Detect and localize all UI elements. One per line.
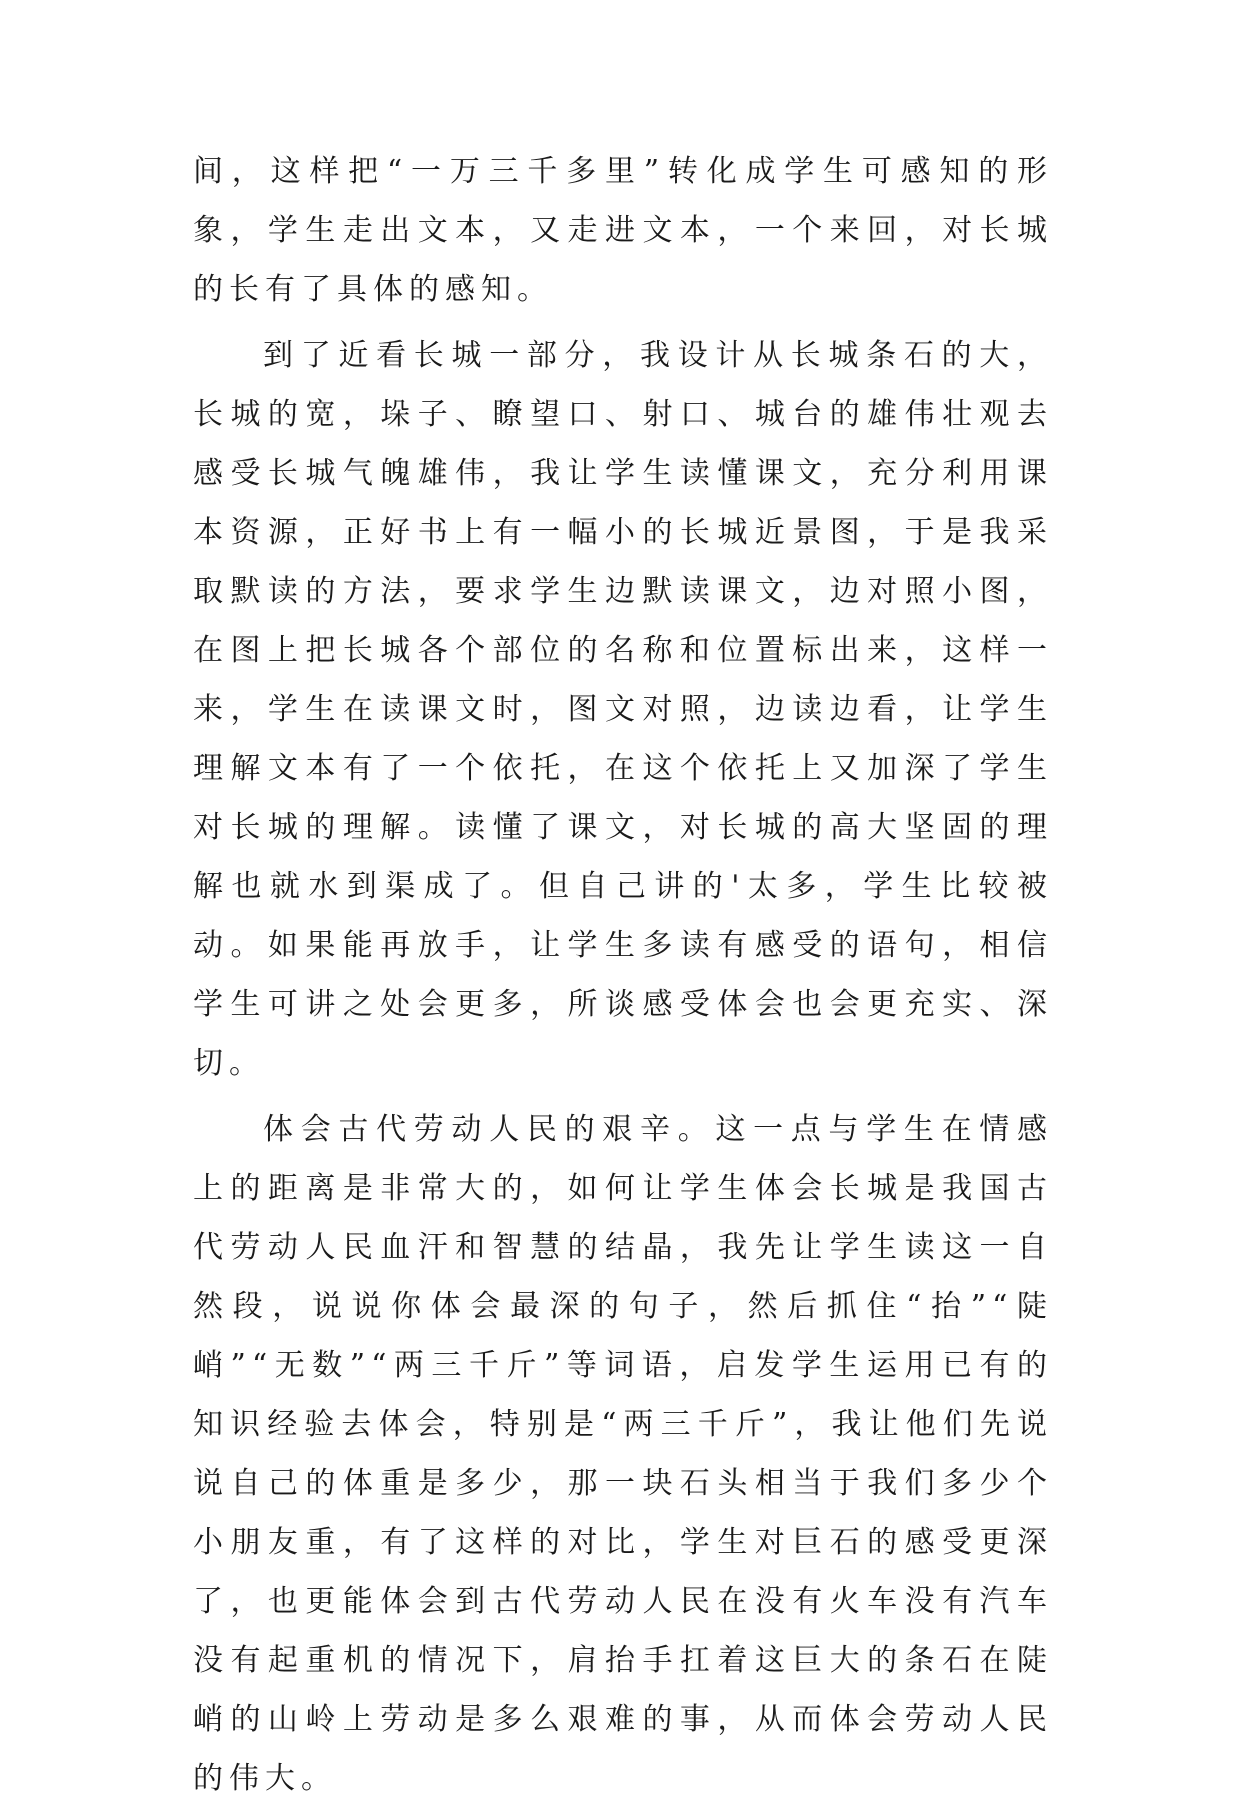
paragraph-continuation: 间，这样把“一万三千多里”转化成学生可感知的形象，学生走出文本，又走进文本，一个来回，对长城的长有了具体的感知。 bbox=[193, 154, 1053, 307]
document-page bbox=[193, 142, 1053, 1808]
paragraph-ancient-laborers: 体会古代劳动人民的艰辛。这一点与学生在情感上的距离是非常大的，如何让学生体会长城是我国古代劳动人民血汗和智慧的结晶，我先让学生读这一自然段，说说你体会最深的句子，然后抓住“抬”“陡峭”“无数”“两三千斤”等词语，启发学生运用已有的知识经验去体会，特别是“两三千斤”，我让他们先说说自己的体重是多少，那一块石头相当于我们多少个小朋友重，有了这样的对比，学生对巨石的感受更深了，也更能体会到古代劳动人民在没有火车没有汽车没有起重机的情况下，肩抬手扛着这巨大的条石在陡峭的山岭上劳动是多么艰难的事，从而体会劳动人民的伟大。 bbox=[193, 1112, 1053, 1796]
paragraph-great-wall-closeup: 到了近看长城一部分，我设计从长城条石的大，长城的宽，垛子、瞭望口、射口、城台的雄伟壮观去感受长城气魄雄伟，我让学生读懂课文，充分利用课本资源，正好书上有一幅小的长城近景图，于是我采取默读的方法，要求学生边默读课文，边对照小图，在图上把长城各个部位的名称和位置标出来，这样一来，学生在读课文时，图文对照，边读边看，让学生理解文本有了一个依托，在这个依托上又加深了学生对长城的理解。读懂了课文，对长城的高大坚固的理解也就水到渠成了。但自己讲的'太多，学生比较被动。如果能再放手，让学生多读有感受的语句，相信学生可讲之处会更多，所谈感受体会也会更充实、深切。 bbox=[193, 338, 1053, 1081]
